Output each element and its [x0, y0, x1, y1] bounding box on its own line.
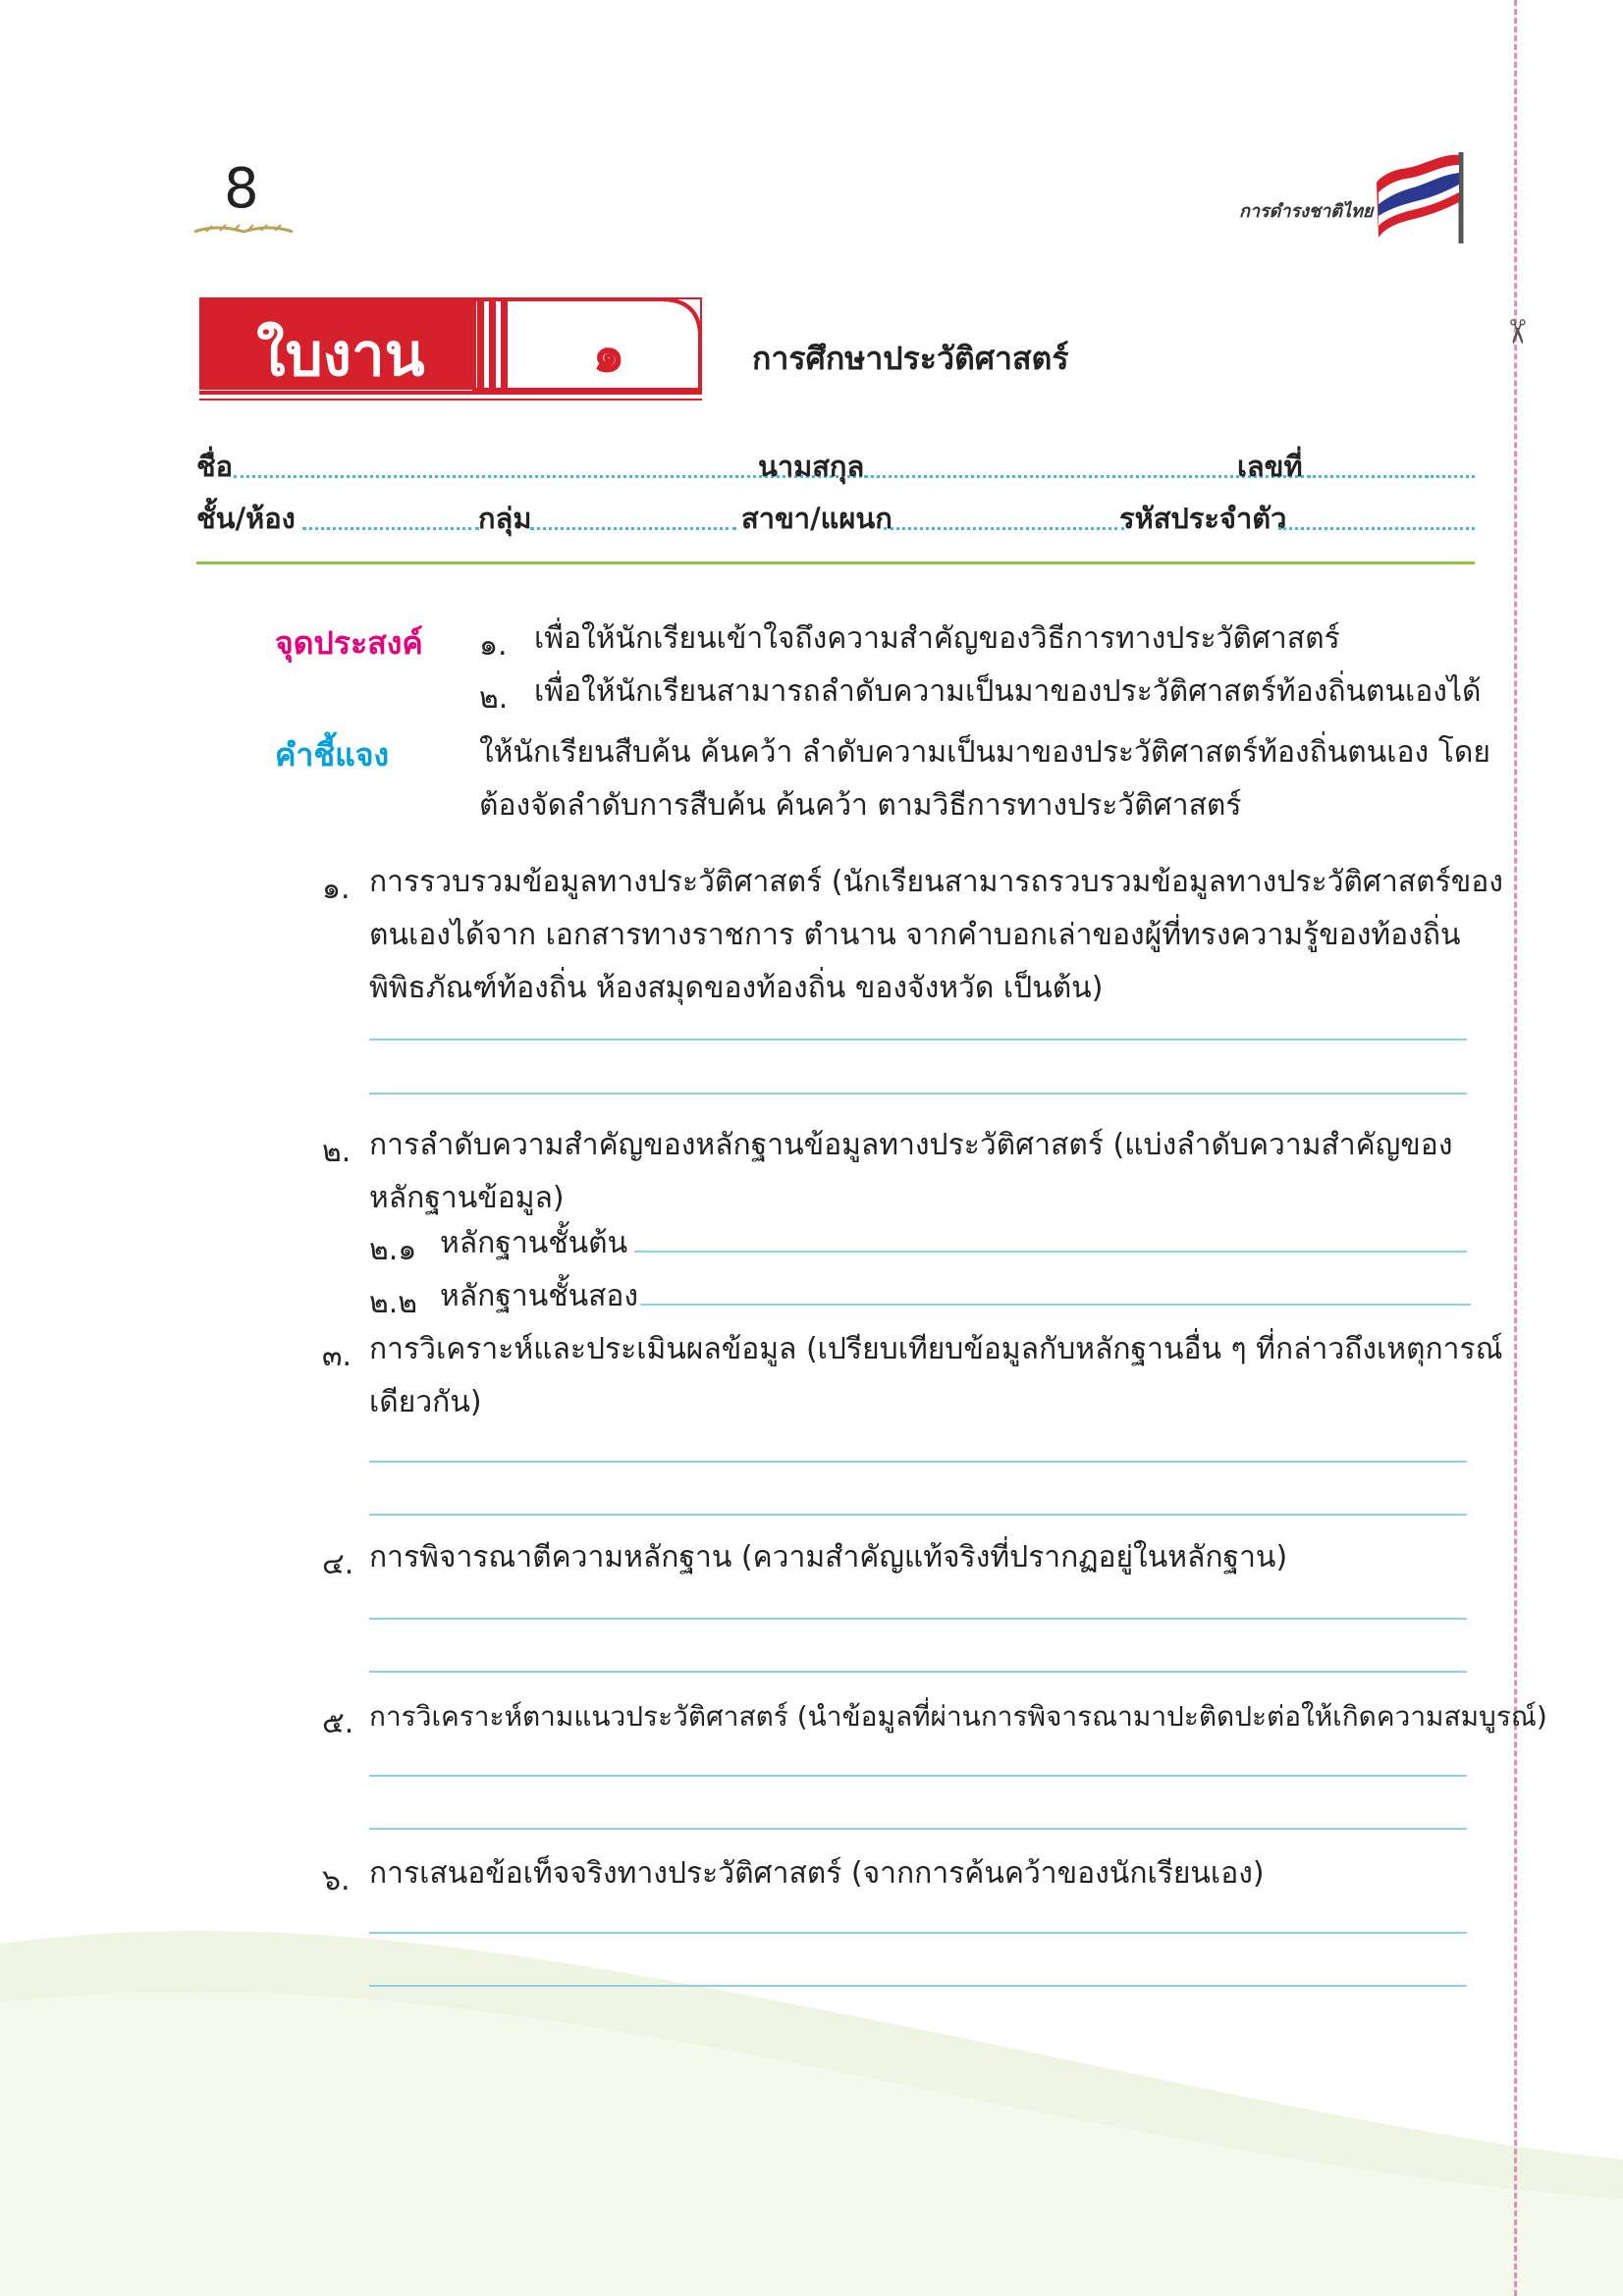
objective-num-1: ๑. — [479, 628, 508, 663]
running-head: การดำรงชาติไทย — [1239, 201, 1374, 222]
task-1-line-3: พิพิธภัณฑ์ท้องถิ่น ห้องสมุดของท้องถิ่น ของจังหวัด เป็นต้น) — [369, 971, 1104, 1005]
class-field[interactable] — [302, 527, 479, 530]
page-number-ornament — [192, 224, 295, 236]
objective-text-1: เพื่อให้นักเรียนเข้าใจถึงความสำคัญของวิธีการทางประวัติศาสตร์ — [534, 621, 1340, 656]
task-2-sub-1-num: ๒.๑ — [369, 1233, 417, 1267]
task-4-answer-line-2[interactable] — [369, 1671, 1467, 1673]
task-2-sub-2-text: หลักฐานชั้นสอง — [440, 1279, 639, 1313]
objective-num-2: ๒. — [479, 681, 509, 716]
task-3-num: ๓. — [322, 1339, 352, 1373]
number-label: เลขที่ — [1237, 450, 1303, 483]
flag-icon — [1373, 147, 1471, 245]
objective-text-2: เพื่อให้นักเรียนสามารถลำดับความเป็นมาของประวัติศาสตร์ท้องถิ่นตนเองได้ — [534, 674, 1482, 709]
task-5-num: ๕. — [322, 1706, 354, 1740]
instruction-line-2: ต้องจัดลำดับการสืบค้น ค้นคว้า ตามวิธีการทางประวัติศาสตร์ — [479, 788, 1242, 823]
task-4-num: ๔. — [322, 1547, 354, 1581]
group-field[interactable] — [530, 527, 736, 530]
task-2-line-2: หลักฐานข้อมูล) — [369, 1181, 565, 1215]
task-3-answer-line-2[interactable] — [369, 1514, 1467, 1516]
objective-heading: จุดประสงค์ — [275, 624, 423, 662]
task-2-sub-1-text: หลักฐานชั้นต้น — [440, 1226, 628, 1260]
info-row-2 — [196, 496, 1473, 545]
task-3-line-2: เดียวกัน) — [369, 1385, 482, 1419]
task-1-answer-line-1[interactable] — [369, 1039, 1467, 1041]
worksheet-number: ๑ — [592, 325, 625, 384]
task-6-num: ๖. — [322, 1863, 351, 1897]
group-label: กลุ่ม — [478, 502, 532, 535]
task-2-num: ๒. — [322, 1135, 352, 1169]
instruction-line-1: ให้นักเรียนสืบค้น ค้นคว้า ลำดับความเป็นมาของประวัติศาสตร์ท้องถิ่นตนเอง โดย — [479, 735, 1490, 770]
task-2-line-1: การลำดับความสำคัญของหลักฐานข้อมูลทางประวัติศาสตร์ (แบ่งลำดับความสำคัญของ — [369, 1128, 1453, 1162]
task-1-num: ๑. — [322, 872, 351, 906]
task-5-answer-line-1[interactable] — [369, 1775, 1467, 1777]
worksheet-label: ใบงาน — [256, 321, 425, 390]
task-1-line-1: การรวบรวมข้อมูลทางประวัติศาสตร์ (นักเรียนสามารถรวบรวมข้อมูลทางประวัติศาสตร์ของ — [369, 865, 1503, 899]
instruction-heading: คำชี้แจง — [275, 736, 390, 774]
student-id-label: รหัสประจำตัว — [1119, 502, 1287, 535]
class-label: ชั้น/ห้อง — [196, 502, 296, 535]
department-label: สาขา/แผนก — [741, 502, 893, 535]
task-2-sub-2-num: ๒.๒ — [369, 1286, 418, 1320]
task-1-answer-line-2[interactable] — [369, 1093, 1467, 1095]
task-6-answer-line-1[interactable] — [369, 1932, 1467, 1934]
task-6-line-1: การเสนอข้อเท็จจริงทางประวัติศาสตร์ (จากการค้นคว้าของนักเรียนเอง) — [369, 1856, 1265, 1891]
number-field[interactable] — [1308, 475, 1475, 478]
surname-label: นามสกุล — [758, 450, 865, 483]
info-divider — [196, 561, 1475, 564]
task-5-answer-line-2[interactable] — [369, 1828, 1467, 1830]
info-row-1 — [196, 444, 1473, 493]
task-3-answer-line-1[interactable] — [369, 1461, 1467, 1463]
worksheet-subject: การศึกษาประวัติศาสตร์ — [752, 340, 1069, 377]
task-4-answer-line-1[interactable] — [369, 1618, 1467, 1620]
scissors-icon: ✂ — [1496, 317, 1537, 347]
task-4-line-1: การพิจารณาตีความหลักฐาน (ความสำคัญแท้จริงที่ปรากฏอยู่ในหลักฐาน) — [369, 1540, 1288, 1575]
student-id-field[interactable] — [1278, 527, 1475, 530]
task-2-sub-1-answer-line[interactable] — [634, 1251, 1467, 1253]
page-number: 8 — [224, 157, 259, 221]
task-2-sub-2-answer-line[interactable] — [640, 1304, 1471, 1306]
task-5-line-1: การวิเคราะห์ตามแนวประวัติศาสตร์ (นำข้อมูลที่ผ่านการพิจารณามาปะติดปะต่อให้เกิดความสมบูรณ์) — [369, 1700, 1547, 1733]
background-hills — [0, 1865, 1623, 2296]
task-3-line-1: การวิเคราะห์และประเมินผลข้อมูล (เปรียบเทียบข้อมูลกับหลักฐานอื่น ๆ ที่กล่าวถึงเหตุการณ์ — [369, 1332, 1503, 1366]
name-label: ชื่อ — [196, 450, 234, 483]
department-field[interactable] — [884, 527, 1124, 530]
task-6-answer-line-2[interactable] — [369, 1985, 1467, 1987]
task-1-line-2: ตนเองได้จาก เอกสารทางราชการ ตำนาน จากคำบอกเล่าของผู้ที่ทรงความรู้ของท้องถิ่น — [369, 918, 1461, 952]
